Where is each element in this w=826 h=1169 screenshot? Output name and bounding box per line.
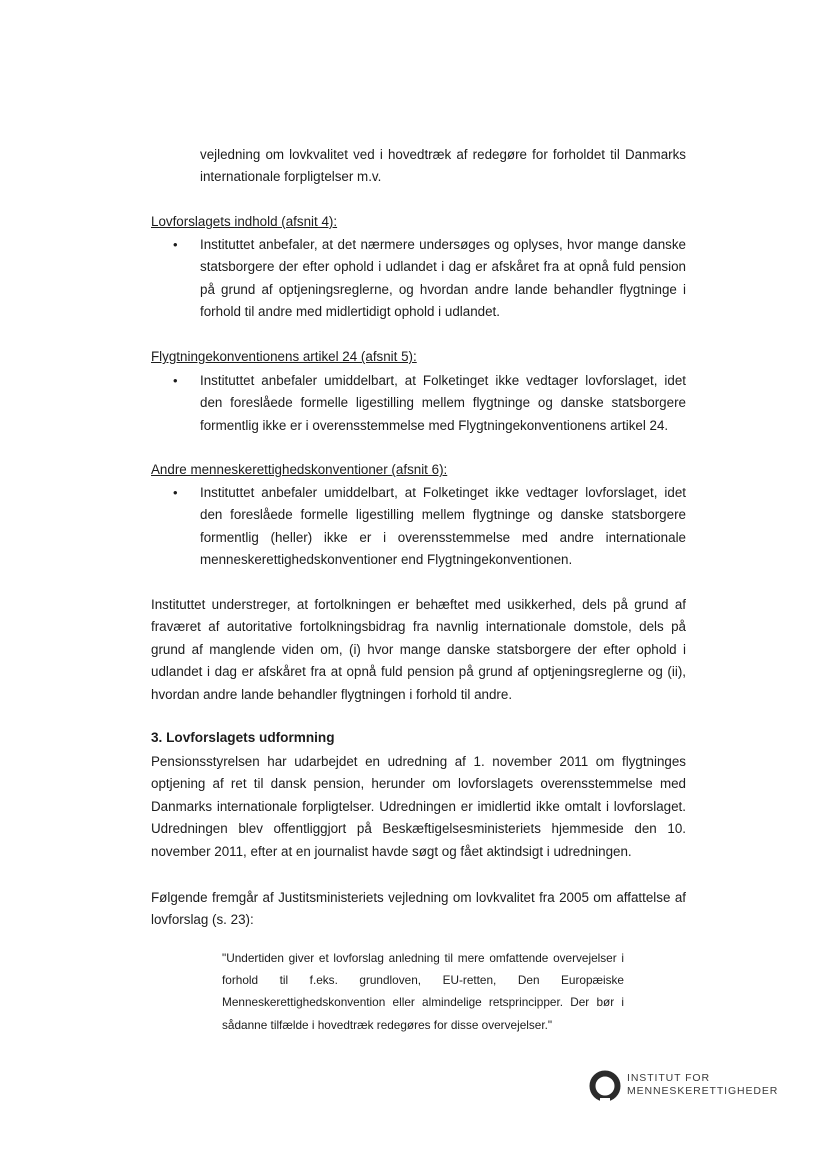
quote-block: "Undertiden giver et lovforslag anledning til mere omfattende overvejelser i forhold til f.eks. grundloven, EU-retten, Den Europæiske Menneskerettighedskonvention eller almindelige retsprincipper. Der bør i sådanne tilfælde i hovedtræk redegøres for disse overvejelser." xyxy=(222,951,624,1032)
logo-line-2: MENNESKERETTIGHEDER xyxy=(627,1085,779,1097)
following-paragraph: Følgende fremgår af Justitsministeriets vejledning om lovkvalitet fra 2005 om affattelse af lovforslag (s. 23): xyxy=(151,890,686,928)
section-heading-andre: Andre menneskerettighedskonventioner (afsnit 6): xyxy=(151,462,448,477)
logo-text xyxy=(627,1072,778,1098)
logo-line-1: INSTITUT FOR xyxy=(627,1072,710,1084)
ring-logo-icon xyxy=(588,1069,622,1103)
bullet-dot: • xyxy=(173,237,178,252)
bullet-text-andre: Instituttet anbefaler umiddelbart, at Folketinget ikke vedtager lovforslaget, idet den foreslåede formelle ligestilling mellem flygtninge og danske statsborgere formentlig (heller) ikke er i overensstemmelse med andre internationale menneskerettighedskonventioner end Flygtningekonventionen. xyxy=(200,485,686,568)
bullet-text-indhold: Instituttet anbefaler, at det nærmere undersøges og oplyses, hvor mange danske statsborgere der efter ophold i udlandet i dag er afskåret fra at opnå fuld pension på grund af optjeningsreglerne, og hvordan andre lande behandler flygtninge i forhold til andre med midlertidigt ophold i udlandet. xyxy=(200,237,686,320)
section-3-heading: 3. Lovforslagets udformning xyxy=(151,730,335,745)
section-heading-artikel24: Flygtningekonventionens artikel 24 (afsnit 5): xyxy=(151,349,417,364)
uncertainty-paragraph: Instituttet understreger, at fortolkningen er behæftet med usikkerhed, dels på grund af fraværet af autoritative fortolkningsbidrag fra navnlig internationale domstole, dels på grund af manglende viden om, (i) hvor mange danske statsborgere der efter ophold i udlandet i dag er afskåret fra at opnå fuld pension på grund af optjeningsreglerne og (ii), hvordan andre lande behandler flygtningen i forhold til andre. xyxy=(151,597,686,702)
bullet-dot: • xyxy=(173,373,178,388)
intro-paragraph: vejledning om lovkvalitet ved i hovedtræk af redegøre for forholdet til Danmarks internationale forpligtelser m.v. xyxy=(200,147,686,185)
bullet-dot: • xyxy=(173,485,178,500)
section-3-paragraph: Pensionsstyrelsen har udarbejdet en udredning af 1. november 2011 om flygtninges optjening af ret til dansk pension, herunder om lovforslagets overensstemmelse med Danmarks internationale forpligtelser. Udredningen er imidlertid ikke omtalt i lovforslaget. Udredningen blev offentliggjort på Beskæftigelsesministeriets hjemmeside den 10. november 2011, efter at en journalist havde søgt og fået aktindsigt i udredningen. xyxy=(151,754,686,859)
section-heading-indhold: Lovforslagets indhold (afsnit 4): xyxy=(151,214,338,229)
bullet-text-artikel24: Instituttet anbefaler umiddelbart, at Folketinget ikke vedtager lovforslaget, idet den foreslåede formelle ligestilling mellem flygtninge og danske statsborgere formentlig ikke er i overensstemmelse med Flygtningekonventionens artikel 24. xyxy=(200,373,686,433)
institute-logo xyxy=(588,1068,778,1106)
